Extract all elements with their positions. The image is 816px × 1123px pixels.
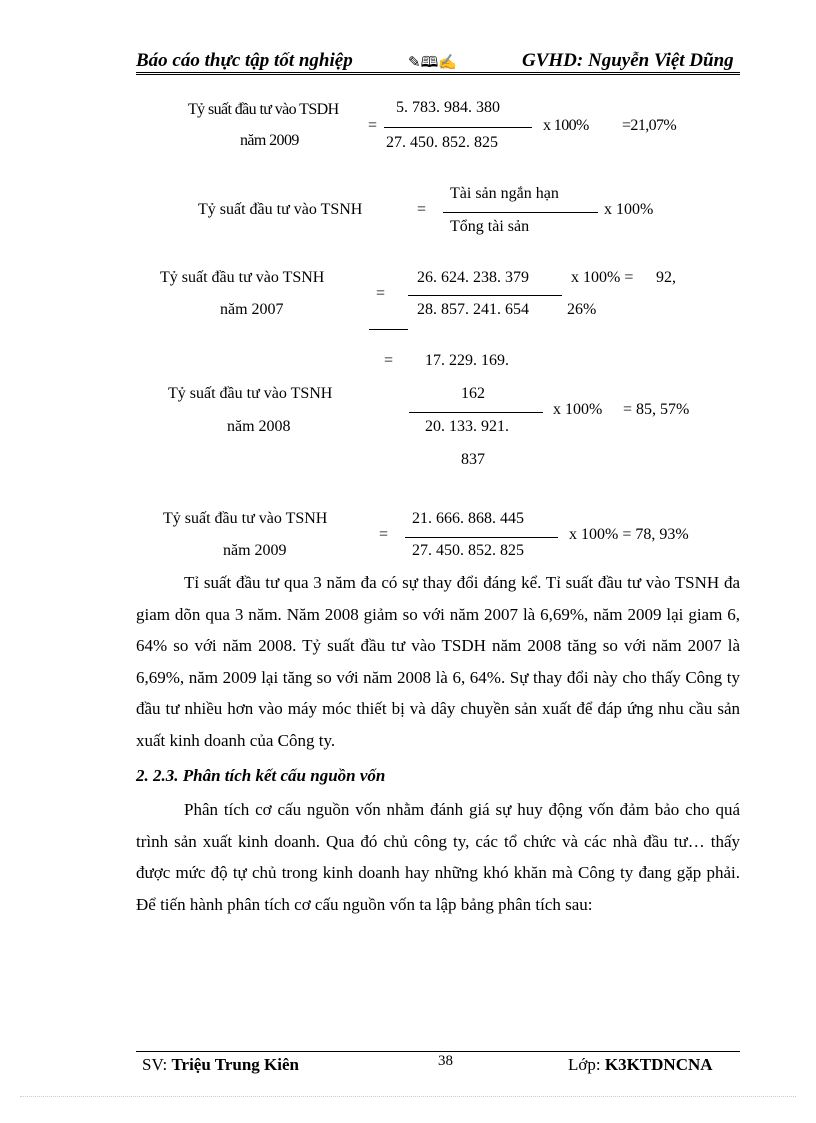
formula-denominator-line1: 20. 133. 921. [425, 418, 509, 435]
formula-equals: = [417, 201, 427, 218]
section-heading: 2. 2.3. Phân tích kết cấu nguồn vốn [136, 766, 386, 785]
formula-denominator: Tổng tài sản [450, 218, 530, 235]
formula-numerator-line2: 162 [461, 385, 485, 402]
stray-rule [369, 329, 408, 330]
footer-rule [136, 1051, 740, 1052]
header-advisor: GVHD: Nguyễn Việt Dũng [522, 50, 734, 71]
paragraph-text: Phân tích cơ cấu nguồn vốn nhằm đánh giá sự huy động vốn đảm bảo cho quá trình sản xuất kinh doanh. Qua đó chủ công ty, các tổ chức và các nhà đầu tư… thấy được mức độ tự chủ trong kinh doanh hay những khó khăn mà Công ty đang gặp phải. Để tiến hành phân tích cơ cấu nguồn vốn ta lập bảng phân tích sau: [136, 800, 740, 914]
formula-label: Tỷ suất đầu tư vào TSNH [198, 201, 363, 218]
body-paragraph-capital-structure [136, 794, 740, 920]
formula-denominator: 27. 450. 852. 825 [386, 134, 498, 151]
fraction-bar [384, 127, 532, 128]
footer-student-prefix: SV: [142, 1055, 172, 1074]
formula-multiplier: x 100% [553, 401, 603, 418]
formula-result: = 85, 57% [623, 401, 690, 418]
formula-multiplier: x 100% = 78, 93% [569, 526, 689, 543]
header-rule [136, 72, 740, 75]
fraction-bar [408, 295, 562, 296]
formula-equals: = [379, 526, 389, 543]
fraction-bar [409, 412, 543, 413]
footer-class-name: K3KTDNCNA [604, 1055, 713, 1074]
formula-multiplier: x 100% = [571, 269, 634, 286]
formula-result-part1: 92, [656, 269, 676, 286]
page-bottom-dotted-edge [20, 1096, 796, 1097]
fraction-bar [405, 537, 558, 538]
footer-student [142, 1055, 299, 1075]
formula-label-year: năm 2008 [227, 418, 291, 435]
formula-label: Tỷ suất đầu tư vào TSNH [163, 510, 328, 527]
formula-denominator: 27. 450. 852. 825 [412, 542, 524, 559]
formula-label: Tỷ suất đầu tư vào TSDH [188, 101, 339, 118]
formula-label-year: năm 2009 [223, 542, 287, 559]
formula-result-part2: 26% [567, 301, 597, 318]
formula-numerator: 5. 783. 984. 380 [396, 99, 500, 116]
formula-label-year: năm 2009 [240, 132, 299, 149]
paragraph-text: Tỉ suất đầu tư qua 3 năm đa có sự thay đổi đáng kể. Tỉ suất đầu tư vào TSNH đa giam dõn qua 3 năm. Năm 2008 giảm so với năm 2007 là 6,69%, năm 2009 lại giam 6, 64% so với năm 2008. Tỷ suất đầu tư vào TSDH năm 2008 tăng so với năm 2007 là 6,69%, năm 2009 lại tăng so với năm 2008 là 6, 64%. Sự thay đổi này cho thấy Công ty đầu tư nhiều hơn vào máy móc thiết bị và dây chuyền sản xuất để đáp ứng nhu cầu sản xuất kinh doanh của Công ty. [136, 573, 740, 750]
body-paragraph-analysis [136, 567, 740, 756]
formula-numerator: 21. 666. 868. 445 [412, 510, 524, 527]
formula-equals: = [368, 117, 378, 134]
formula-multiplier: x 100% [543, 117, 589, 134]
formula-numerator: 26. 624. 238. 379 [417, 269, 529, 286]
formula-equals: = [376, 285, 386, 302]
formula-numerator-line1: 17. 229. 169. [425, 352, 509, 369]
formula-equals: = [384, 352, 394, 369]
fraction-bar [443, 212, 598, 213]
page-number: 38 [438, 1053, 453, 1069]
formula-label-year: năm 2007 [220, 301, 284, 318]
formula-label: Tỷ suất đầu tư vào TSNH [160, 269, 325, 286]
formula-label: Tỷ suất đầu tư vào TSNH [168, 385, 333, 402]
footer-class-prefix: Lớp: [568, 1055, 605, 1074]
formula-denominator: 28. 857. 241. 654 [417, 301, 529, 318]
header-ornament: ✎🕮✍ [408, 55, 457, 71]
footer-class [568, 1055, 713, 1075]
formula-denominator-line2: 837 [461, 451, 485, 468]
formula-multiplier: x 100% [604, 201, 654, 218]
header-left-title: Báo cáo thực tập tốt nghiệp [136, 50, 353, 71]
formula-numerator: Tài sản ngắn hạn [450, 185, 559, 202]
formula-result: =21,07% [622, 117, 677, 134]
footer-student-name: Triệu Trung Kiên [171, 1055, 299, 1074]
